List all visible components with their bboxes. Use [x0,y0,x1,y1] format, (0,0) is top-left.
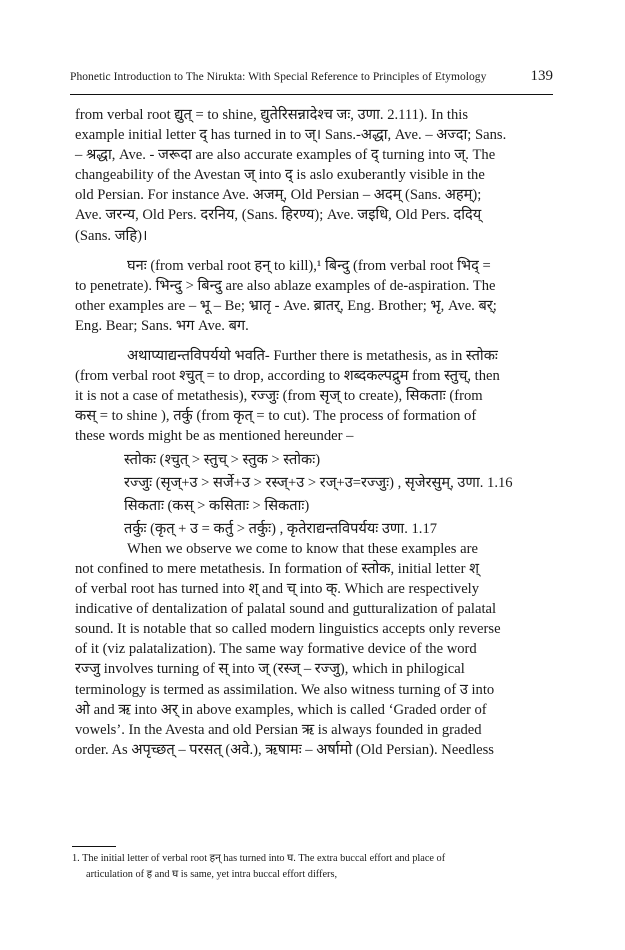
main-text [75,105,550,760]
paragraph-gap [75,336,550,346]
text-line: to penetrate). भिन्दु > बिन्दु are also ablaze examples of de-aspiration. The [75,277,496,294]
running-header [70,68,553,90]
text-line: अथाप्याद्यन्तविपर्ययो भवति- Further there is metathesis, as in स्तोकः [127,348,498,365]
paragraph-4 [75,539,550,760]
text-line: (from verbal root श्चुत् = to drop, according to शब्दकल्पद्रुम from स्तुच्, then [75,368,500,385]
text-line: When we observe we come to know that these examples are [127,540,478,557]
text-line: from verbal root द्युत् = to shine, द्युतेरिसन्नादेश्च जः, उणा. 2.111). In this [75,107,469,123]
text-line: other examples are – भू – Be; भ्रातृ - Ave. ब्रातर्, Eng. Brother; भृ, Ave. बर्; [75,297,497,314]
text-line: of it (viz palatalization). The same way formative device of the word [75,641,477,658]
text-line: these words might be as mentioned hereunder – [75,428,354,445]
page-number: 139 [530,68,553,84]
formula-line: स्तोकः (श्चुत् > स्तुच् > स्तुक > स्तोकः) [124,451,321,468]
footnote [72,851,552,883]
text-line: it is not a case of metathesis), रज्जुः (from सृज् to create), सिकताः (from [75,388,483,405]
text-line: Eng. Bear; Sans. भग Ave. बग. [75,317,249,334]
footnote-line: articulation of ह and घ is same, yet intra buccal effort differs, [86,869,338,880]
text-line: – श्रद्धा, Ave. - जरूदा are also accurate examples of द् turning into ज्. The [75,147,496,164]
text-line: ओ and ऋ into अर् in above examples, which is called ‘Graded order of [75,701,487,718]
paragraph-1 [75,105,550,246]
paragraph-3 [75,346,550,446]
paragraph-2 [75,256,550,336]
text-line: not confined to mere metathesis. In formation of स्तोक, initial letter श् [75,560,480,577]
text-line: Ave. जरन्य, Old Pers. दरनिय, (Sans. हिरण्य); Ave. जइधि, Old Pers. ददिय् [75,207,482,224]
formula-line: तर्कुः (कृत् + उ = कर्तु > तर्कुः) , कृतेराद्यन्तविपर्ययः उणा. 1.17 [124,520,438,537]
running-header-title: Phonetic Introduction to The Nirukta: With Special Reference to Principles of Etymology [70,71,487,83]
text-line: कस् = to shine ), तर्कु (from कृत् = to cut). The process of formation of [75,408,477,425]
text-line: (Sans. जहि)। [75,227,148,244]
text-line: of verbal root has turned into श् and च् into क्. Which are respectively [75,581,480,598]
text-line: sound. It is notable that so called modern linguistics accepts only reverse [75,621,501,638]
text-line: example initial letter द् has turned in to ज्। Sans.-अद्धा, Ave. – अज्दा; Sans. [75,127,507,144]
formula-line: सिकताः (कस् > कसिताः > सिकताः) [124,497,310,514]
text-line: changeability of the Avestan ज् into द् is aslo exuberantly visible in the [75,167,485,184]
footnote-line: 1. The initial letter of verbal root हन् has turned into घ. The extra buccal effort and place of [72,853,446,864]
text-line: terminology is termed as assimilation. We also witness turning of उ into [75,681,495,698]
text-line: घनः (from verbal root हन् to kill),¹ बिन्दु (from verbal root भिद् = [127,257,491,274]
text-line: vowels’. In the Avesta and old Persian ऋ is always founded in graded [75,721,482,738]
text-line: रज्जु involves turning of स् into ज् (रस्ज् – रज्जु), which in philogical [75,661,465,678]
text-line: indicative of dentalization of palatal sound and gutturalization of palatal [75,601,497,618]
footnote-rule [72,846,116,847]
text-line: old Persian. For instance Ave. अजम्, Old Persian – अदम् (Sans. अहम्); [75,187,482,204]
text-line: order. As अपृच्छत् – परसत् (अवे.), ऋषामः – अर्षामो (Old Persian). Needless [75,741,494,758]
paragraph-gap [75,246,550,256]
formula-line: रज्जुः (सृज्+उ > सर्जे+उ > रस्ज्+उ > रज्+उ=रज्जुः) , सृजेरसुम्, उणा. 1.16 [124,474,513,491]
header-rule [70,94,553,95]
formula-block [75,450,550,539]
